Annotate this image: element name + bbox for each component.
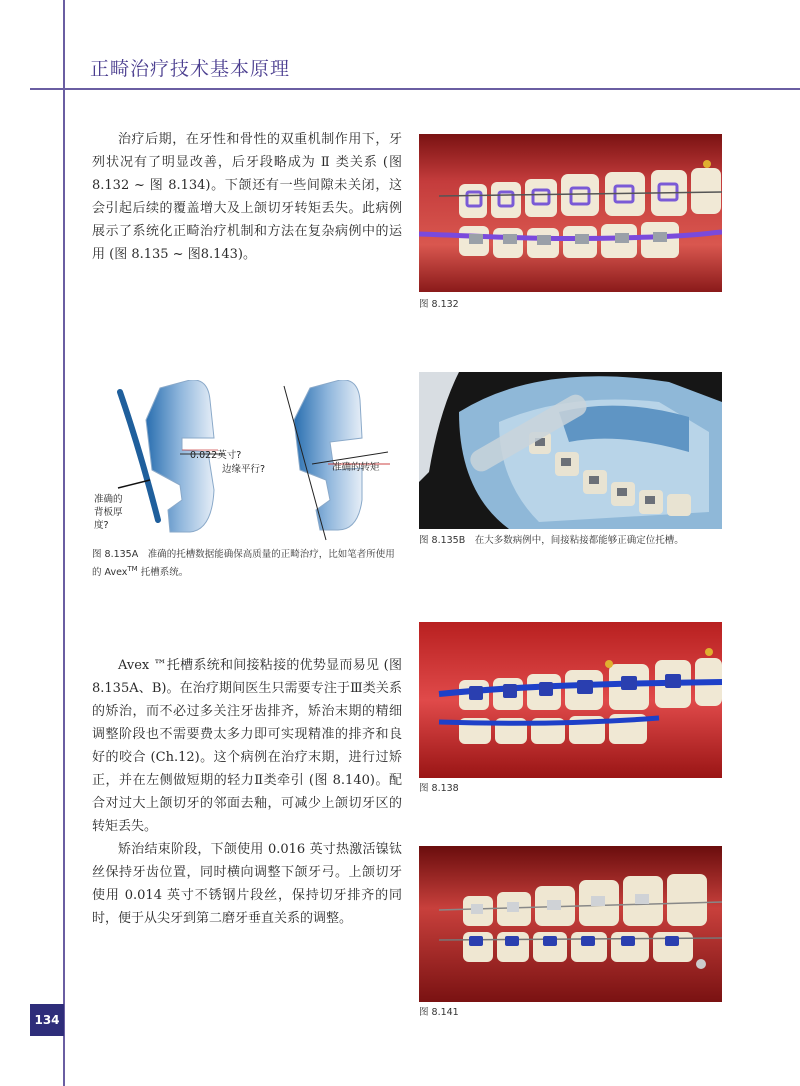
page-number: 134 bbox=[30, 1004, 64, 1036]
photo-fig-8-135b bbox=[419, 372, 722, 529]
photo-fig-8-132 bbox=[419, 134, 722, 292]
label-thickness-1: 准确的 bbox=[94, 494, 123, 505]
caption-fig-8-135a-text: 图 8.135A 准确的托槽数据能确保高质量的正畸治疗，比如笔者所使用的 Avex bbox=[92, 549, 395, 579]
photo-fig-8-141 bbox=[419, 846, 722, 1002]
caption-tm: TM bbox=[127, 565, 138, 573]
caption-fig-8-138: 图 8.138 bbox=[419, 783, 459, 794]
photo-fig-8-138 bbox=[419, 622, 722, 778]
label-thickness-3: 度? bbox=[94, 520, 109, 531]
diagram-fig-8-135a bbox=[90, 380, 405, 545]
caption-fig-8-135a bbox=[92, 548, 402, 580]
paragraph-3: 矫治结束阶段，下颌使用 0.016 英寸热激活镍钛丝保持牙齿位置，同时横向调整下颌牙弓。上颌切牙使用 0.014 英寸不锈钢片段丝，保持切牙排齐的同时，便于从尖牙到第二磨牙垂直关系的调整。 bbox=[92, 842, 402, 926]
label-thickness-2: 背板厚 bbox=[94, 507, 123, 518]
label-torque: 准确的转矩 bbox=[332, 462, 380, 473]
caption-fig-8-132: 图 8.132 bbox=[419, 299, 459, 310]
margin-vertical-rule bbox=[63, 0, 65, 1086]
header-rule bbox=[30, 88, 800, 90]
paragraph-1: 治疗后期，在牙性和骨性的双重机制作用下，牙列状况有了明显改善，后牙段略成为 Ⅱ 类关系 (图 8.132 ~ 图 8.134)。下颌还有一些间隙未关闭，这会引起后续的覆盖增大及上颌切牙转矩丢失。此病例展示了系统化正畸治疗机制和方法在复杂病例中的运用 (图 8.135 ~ 图8.143)。 bbox=[92, 132, 402, 262]
label-size: 0.022英寸? bbox=[190, 450, 242, 461]
caption-fig-8-135b: 图 8.135B 在大多数病例中，间接粘接都能够正确定位托槽。 bbox=[419, 535, 684, 546]
running-header: 正畸治疗技术基本原理 bbox=[90, 58, 291, 80]
caption-fig-8-135a-end: 托槽系统。 bbox=[137, 567, 189, 579]
paragraph-2: Avex ™托槽系统和间接粘接的优势显而易见 (图 8.135A、B)。在治疗期间医生只需要专注于Ⅲ类关系的矫治，而不必过多关注牙齿排齐，矫治末期的精细调整阶段也不需要费太多力即可实现精准的排齐和良好的咬合 (Ch.12)。这个病例在治疗末期，进行过矫正，并在左侧做短期的轻力Ⅱ类牵引 (图 8.140)。配合对过大上颌切牙的邻面去釉，可减少上颌切牙区的转矩丢失。 bbox=[92, 658, 402, 834]
label-parallel: 边缘平行? bbox=[222, 464, 266, 475]
caption-fig-8-141: 图 8.141 bbox=[419, 1007, 459, 1018]
